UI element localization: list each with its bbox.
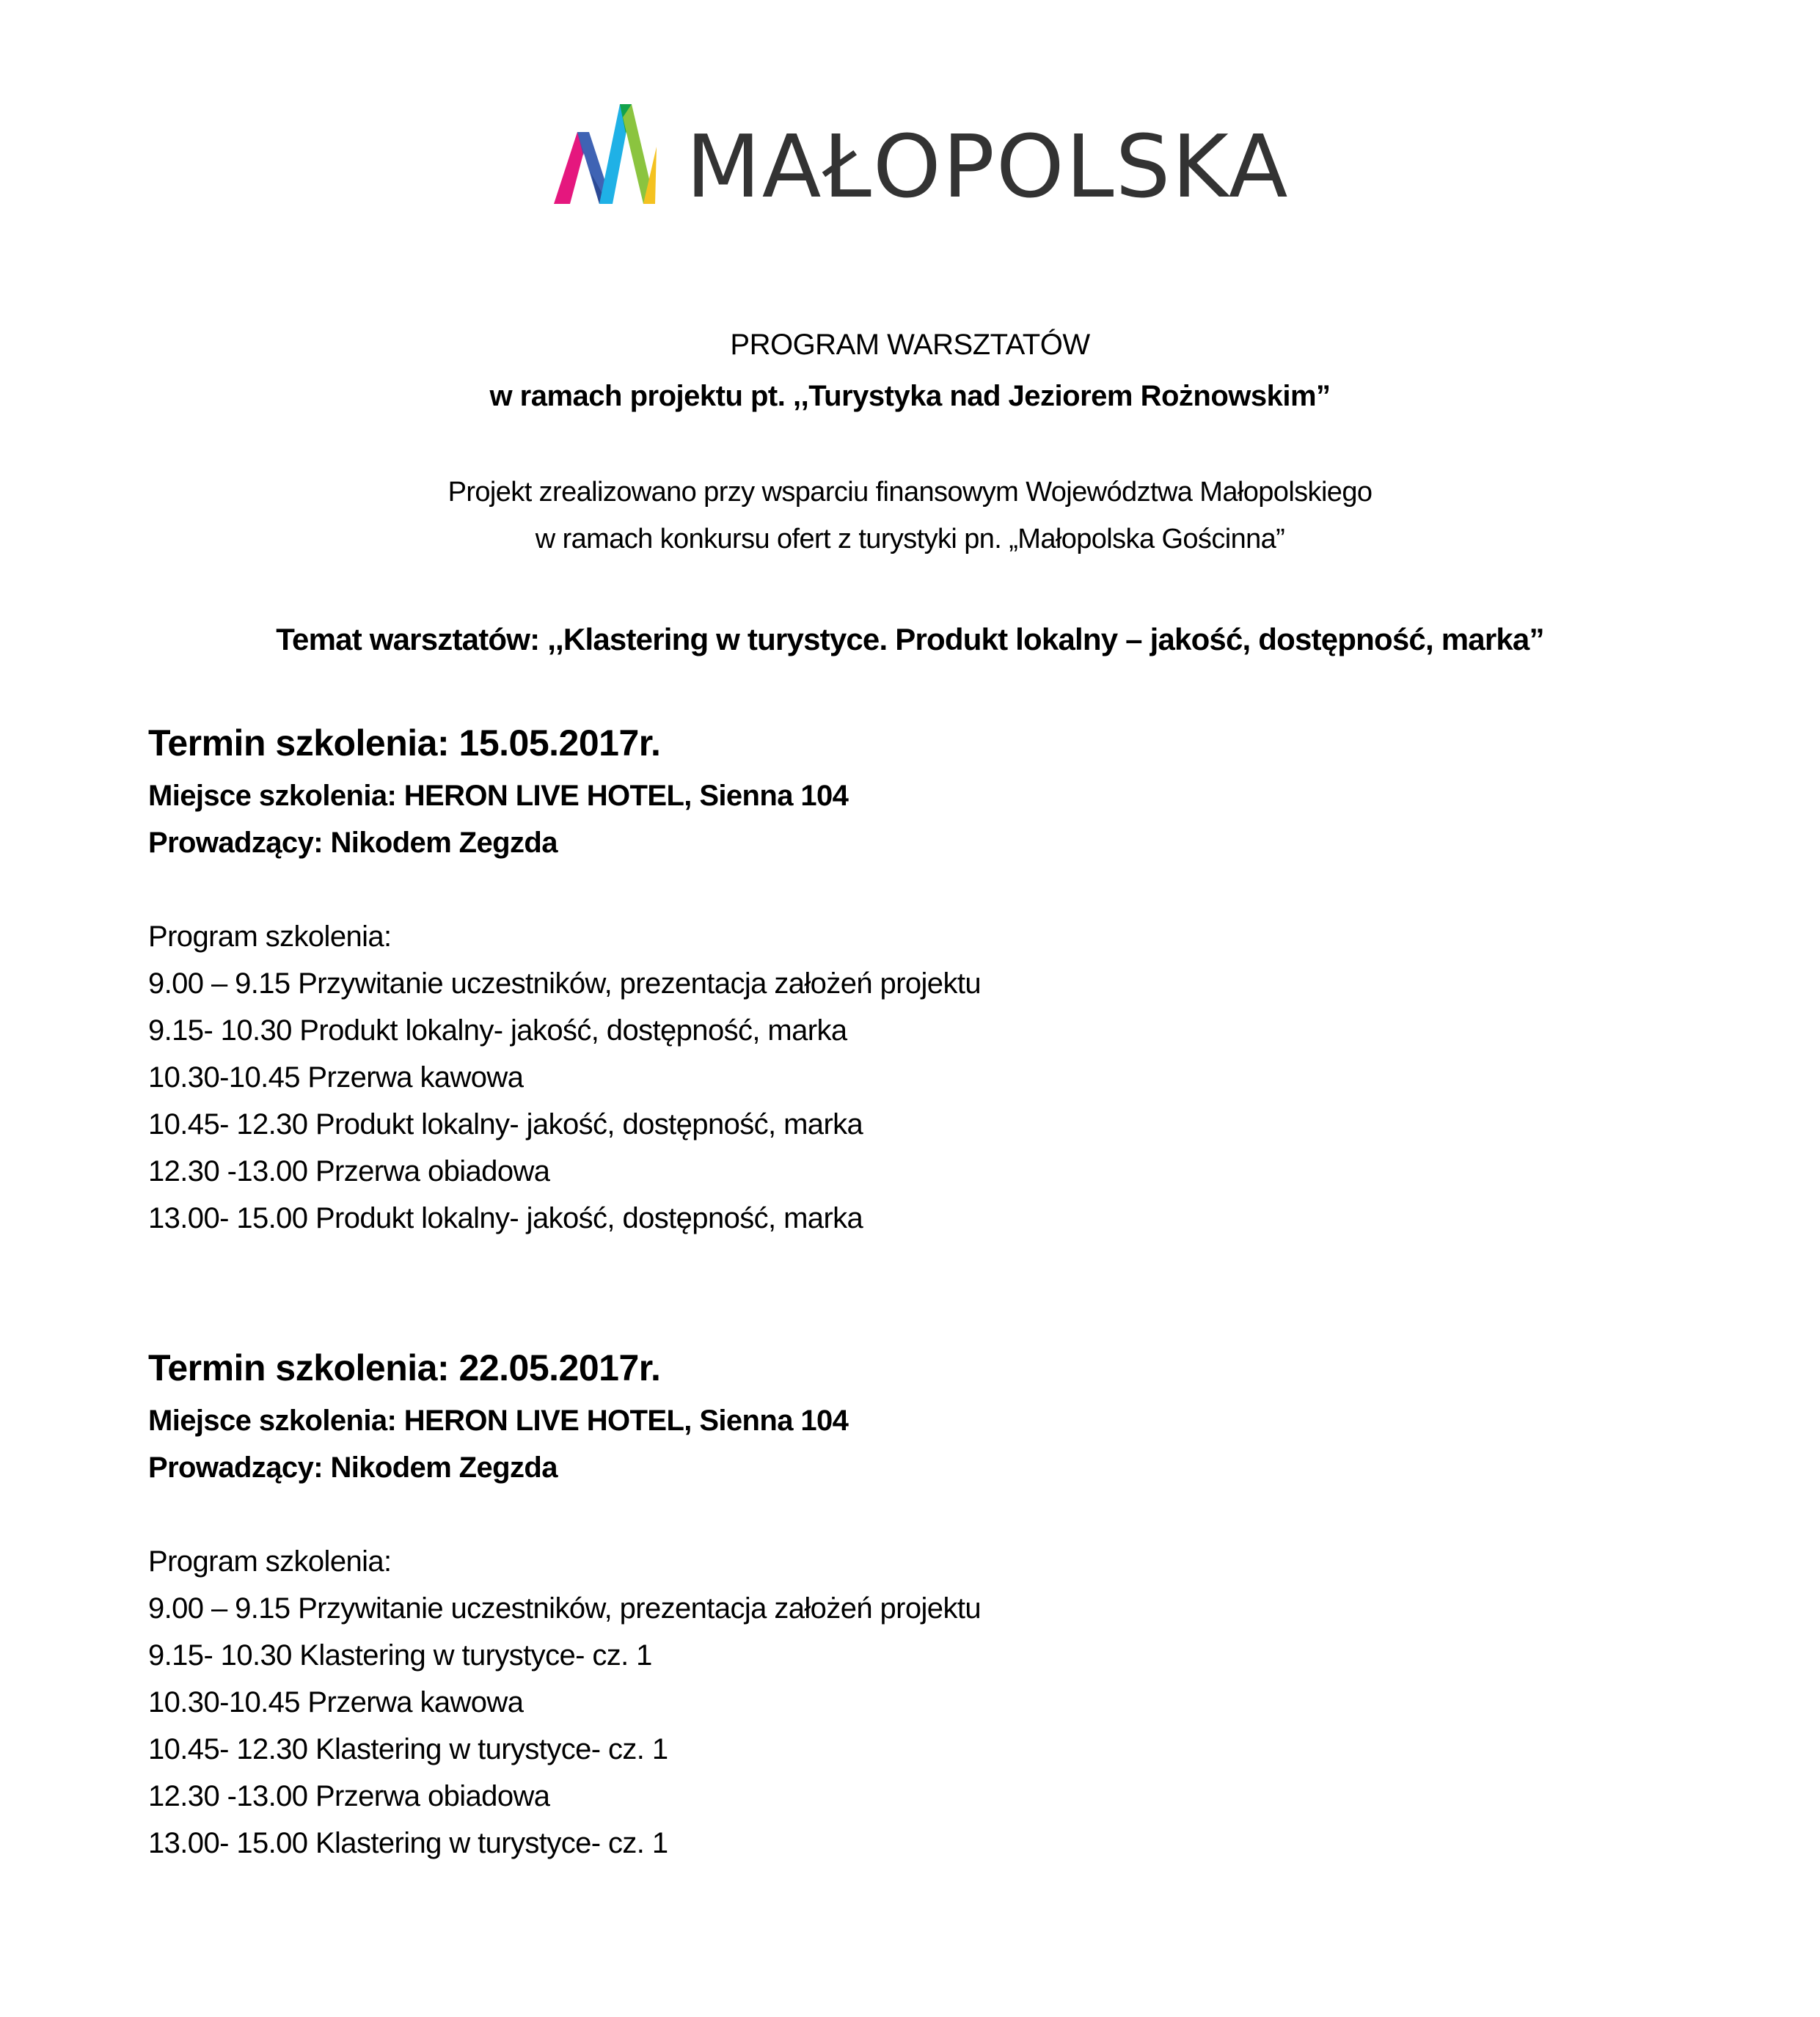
program-item: 10.30-10.45 Przerwa kawowa — [148, 1061, 524, 1094]
malopolska-logo — [554, 103, 1290, 217]
logo-text: MAŁOPOLSKA — [686, 116, 1290, 217]
project-subtitle: w ramach projektu pt. ,,Turystyka nad Jeziorem Rożnowskim” — [489, 380, 1331, 412]
program-item: 10.45- 12.30 Klastering w turystyce- cz. 1 — [148, 1733, 668, 1765]
program-item: 10.45- 12.30 Produkt lokalny- jakość, dostępność, marka — [148, 1108, 863, 1141]
malopolska-m-mark-icon — [554, 103, 657, 205]
program-item: 10.30-10.45 Przerwa kawowa — [148, 1686, 524, 1718]
program-item: 13.00- 15.00 Klastering w turystyce- cz. 1 — [148, 1827, 668, 1859]
program-item: 12.30 -13.00 Przerwa obiadowa — [148, 1155, 550, 1187]
session-trainer: Prowadzący: Nikodem Zegzda — [148, 827, 558, 859]
program-label: Program szkolenia: — [148, 920, 392, 953]
support-line-2: w ramach konkursu ofert z turystyki pn. „Małopolska Gościnna” — [535, 524, 1285, 554]
session-term: Termin szkolenia: 22.05.2017r. — [148, 1347, 661, 1388]
session-place: Miejsce szkolenia: HERON LIVE HOTEL, Sienna 104 — [148, 1405, 849, 1437]
document-title: PROGRAM WARSZTATÓW — [730, 329, 1090, 361]
program-label: Program szkolenia: — [148, 1545, 392, 1578]
workshop-topic: Temat warsztatów: ,,Klastering w turystyce. Produkt lokalny – jakość, dostępność, marka” — [276, 622, 1544, 656]
session-1 — [148, 722, 981, 1242]
program-item: 12.30 -13.00 Przerwa obiadowa — [148, 1780, 550, 1812]
session-trainer: Prowadzący: Nikodem Zegzda — [148, 1452, 558, 1484]
session-2 — [148, 1347, 981, 1867]
program-item: 9.00 – 9.15 Przywitanie uczestników, prezentacja założeń projektu — [148, 1592, 982, 1625]
program-item: 13.00- 15.00 Produkt lokalny- jakość, dostępność, marka — [148, 1202, 863, 1234]
program-item: 9.15- 10.30 Produkt lokalny- jakość, dostępność, marka — [148, 1014, 847, 1047]
support-line-1: Projekt zrealizowano przy wsparciu finansowym Województwa Małopolskiego — [447, 477, 1373, 508]
session-place: Miejsce szkolenia: HERON LIVE HOTEL, Sienna 104 — [148, 780, 849, 812]
session-term: Termin szkolenia: 15.05.2017r. — [148, 722, 661, 764]
program-item: 9.00 – 9.15 Przywitanie uczestników, prezentacja założeń projektu — [148, 967, 982, 1000]
program-item: 9.15- 10.30 Klastering w turystyce- cz. 1 — [148, 1639, 652, 1672]
